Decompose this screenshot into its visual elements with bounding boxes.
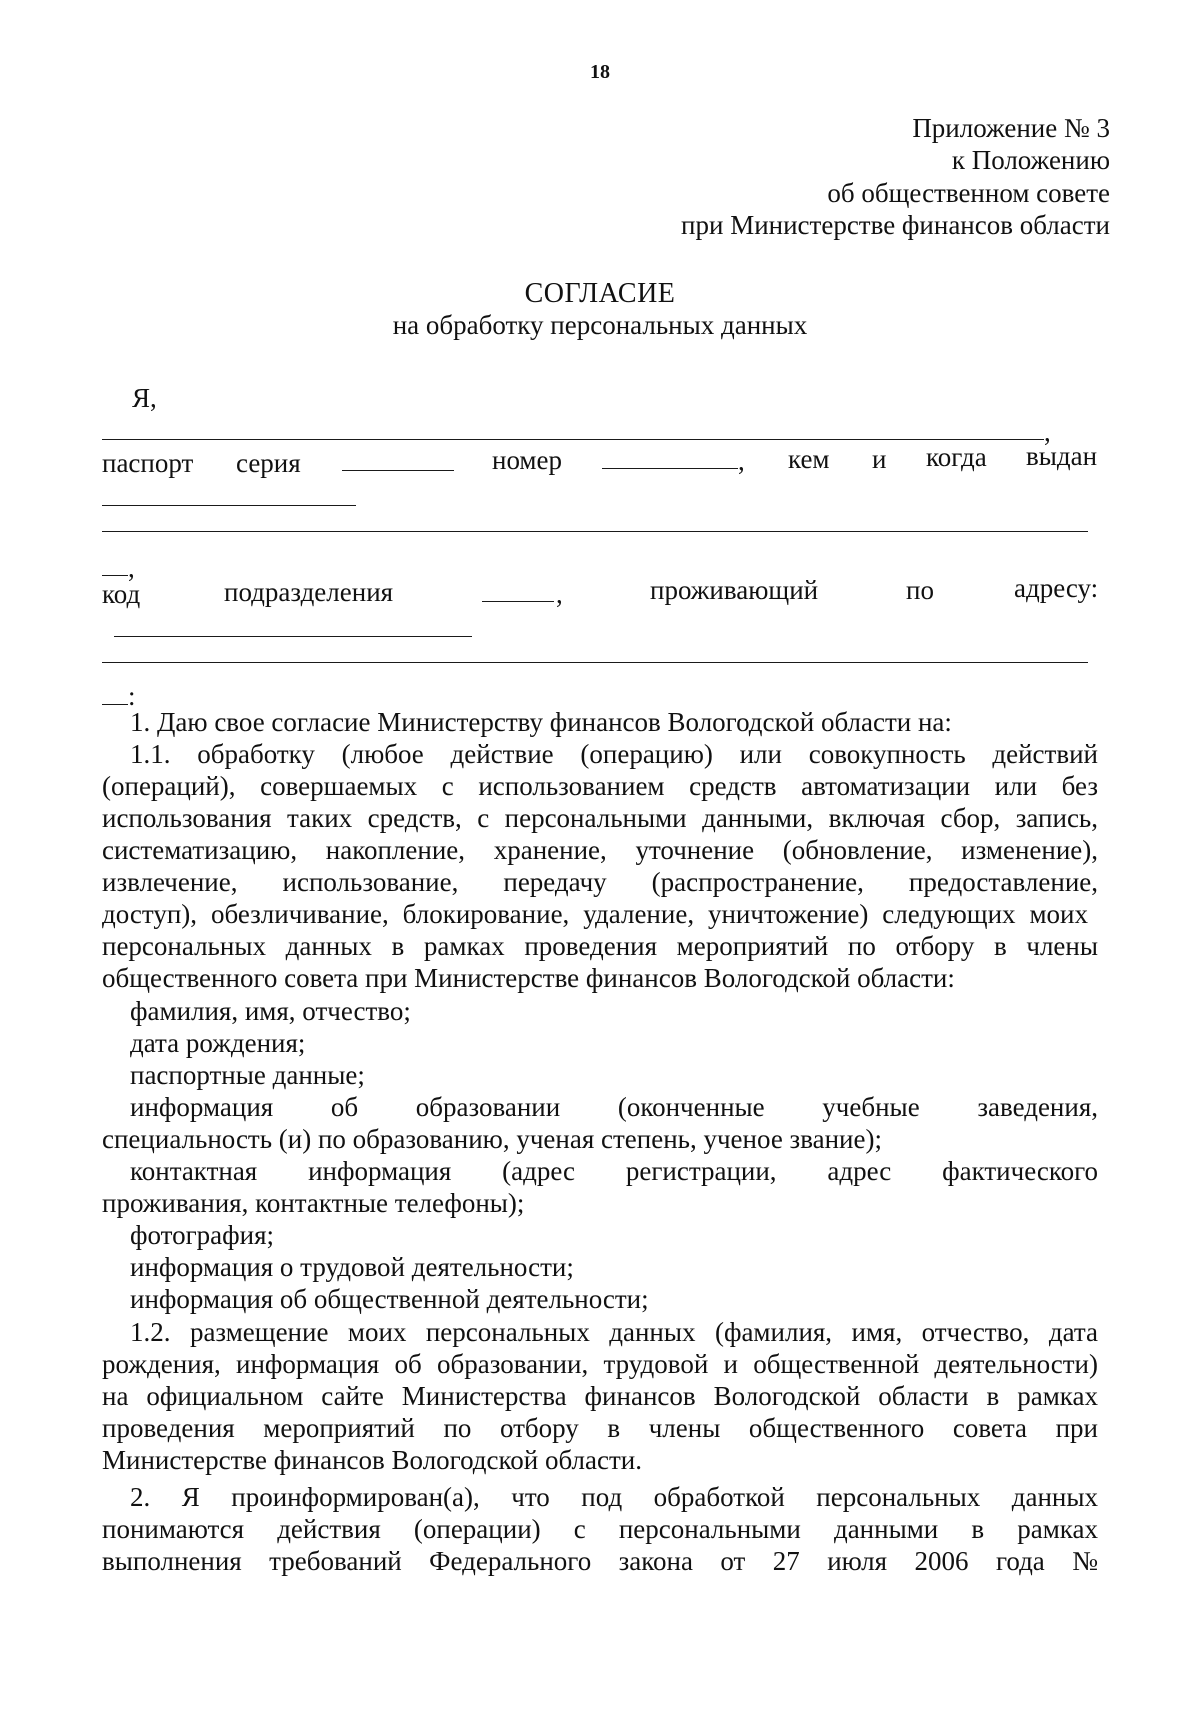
list-item: информация о трудовой деятельности;	[130, 1252, 574, 1282]
list-item: информация об образовании (оконченные учебные заведения,	[130, 1092, 1098, 1122]
appendix-line-1: Приложение № 3	[912, 113, 1110, 143]
list-item: паспортные данные;	[130, 1060, 365, 1090]
kem-label: кем	[788, 444, 830, 474]
division-code-line	[482, 601, 554, 602]
clause-1-2-line: 1.2. размещение моих персональных данных (фамилия, имя, отчество, дата	[130, 1317, 1098, 1347]
vydan-label: выдан	[1026, 441, 1098, 471]
clause-1-1-line: извлечение, использование, передачу (распространение, предоставление,	[102, 867, 1098, 897]
full-name-line	[102, 439, 1044, 440]
clause-2-line: 2. Я проинформирован(а), что под обработкой персональных данных	[130, 1482, 1098, 1512]
clause-2-line: понимаются действия (операции) с персональными данными в рамках	[102, 1514, 1098, 1544]
issued-by-line-2	[102, 531, 1088, 532]
comma-mark: ,	[1044, 417, 1051, 447]
clause-1-2-line: Министерстве финансов Вологодской области.	[102, 1445, 642, 1475]
comma-mark: ,	[128, 553, 135, 583]
kogda-label: когда	[926, 442, 987, 472]
issued-by-line-1	[102, 505, 356, 506]
clause-1-2-line: на официальном сайте Министерства финансов Вологодской области в рамках	[102, 1381, 1098, 1411]
clause-1-1-line: общественного совета при Министерстве финансов Вологодской области:	[102, 963, 955, 993]
number-line	[602, 468, 738, 469]
document-title: СОГЛАСИЕ	[524, 278, 676, 309]
clause-1-1-line: (операций), совершаемых с использованием средств автоматизации или без	[102, 771, 1098, 801]
colon-mark: :	[128, 681, 136, 711]
address-line-1	[114, 636, 472, 637]
ya-label: Я,	[132, 383, 157, 413]
list-item: контактная информация (адрес регистрации, адрес фактического	[130, 1156, 1098, 1186]
clause-1: 1. Даю свое согласие Министерству финансов Вологодской области на:	[130, 707, 952, 737]
address-line-2	[102, 662, 1088, 663]
clause-1-1-line: использования таких средств, с персональными данными, включая сбор, запись,	[102, 803, 1098, 833]
prozhivayushchiy-label: проживающий	[650, 575, 819, 605]
series-line	[342, 470, 454, 471]
comma-mark: ,	[556, 579, 563, 609]
list-item: фотография;	[130, 1220, 275, 1250]
clause-1-2-line: рождения, информация об образовании, трудовой и общественной деятельности)	[102, 1349, 1098, 1379]
appendix-line-4: при Министерстве финансов области	[681, 210, 1110, 240]
issued-by-line-3	[102, 575, 128, 576]
passport-label: паспорт	[102, 448, 194, 478]
kod-label: код	[102, 579, 141, 609]
podrazdeleniya-label: подразделения	[224, 577, 394, 607]
clause-1-2-line: проведения мероприятий по отбору в члены общественного совета при	[102, 1413, 1098, 1443]
clause-1-1-line: доступ), обезличивание, блокирование, удаление, уничтожение) следующих моих	[102, 899, 1088, 929]
document-subtitle: на обработку персональных данных	[392, 310, 808, 340]
list-item: информация об общественной деятельности;	[130, 1284, 649, 1314]
clause-1-1-line: систематизацию, накопление, хранение, уточнение (обновление, изменение),	[102, 835, 1098, 865]
series-label: серия	[236, 448, 301, 478]
po-label: по	[906, 575, 934, 605]
adresu-label: адресу:	[1014, 573, 1099, 603]
appendix-line-3: об общественном совете	[827, 178, 1110, 208]
i-label: и	[872, 444, 887, 474]
list-item: специальность (и) по образованию, ученая степень, ученое звание);	[102, 1124, 882, 1154]
list-item: дата рождения;	[130, 1028, 306, 1058]
clause-2-line: выполнения требований Федерального закона от 27 июля 2006 года №	[102, 1546, 1098, 1576]
appendix-line-2: к Положению	[951, 145, 1110, 175]
number-label: номер	[492, 445, 563, 475]
clause-1-1-line: персональных данных в рамках проведения мероприятий по отбору в члены	[102, 931, 1098, 961]
comma-mark: ,	[738, 446, 745, 476]
list-item: фамилия, имя, отчество;	[130, 996, 411, 1026]
address-line-3	[102, 704, 128, 705]
clause-1-1-line: 1.1. обработку (любое действие (операцию) или совокупность действий	[130, 739, 1098, 769]
page-number: 18	[590, 61, 610, 83]
list-item: проживания, контактные телефоны);	[102, 1188, 525, 1218]
